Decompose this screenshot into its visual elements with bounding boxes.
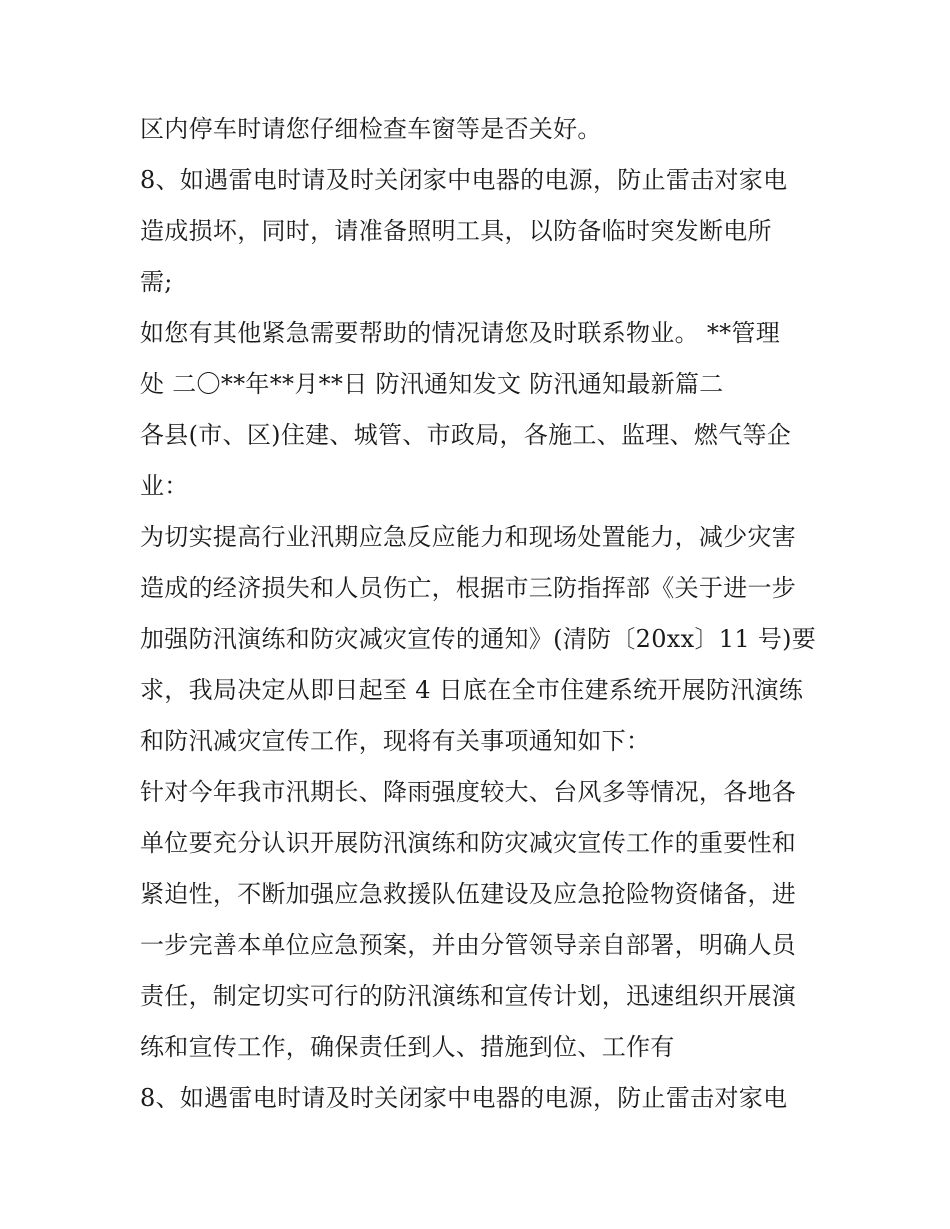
text-line: 各县(市、区)住建、城管、市政局，各施工、监理、燃气等企 <box>140 421 792 449</box>
text-line: 8、如遇雷电时请及时关闭家中电器的电源，防止雷击对家电 <box>140 166 788 194</box>
text-line: 处 二〇**年**月**日 防汛通知发文 防汛通知最新篇二 <box>140 370 724 398</box>
text-line: 业： <box>140 472 189 500</box>
text-line: 造成的经济损失和人员伤亡，根据市三防指挥部《关于进一步 <box>140 574 797 602</box>
text-line: 8、如遇雷电时请及时关闭家中电器的电源，防止雷击对家电 <box>140 1084 788 1112</box>
text-line: 求，我局决定从即日起至 4 日底在全市住建系统开展防汛演练 <box>140 676 804 704</box>
text-line: 区内停车时请您仔细检查车窗等是否关好。 <box>140 115 602 143</box>
text-line: 紧迫性，不断加强应急救援队伍建设及应急抢险物资储备，进 <box>140 880 797 908</box>
text-line: 练和宣传工作，确保责任到人、措施到位、工作有 <box>140 1033 675 1061</box>
document-body <box>140 104 820 1124</box>
text-line: 单位要充分认识开展防汛演练和防灾减灾宣传工作的重要性和 <box>140 829 797 857</box>
text-line: 如您有其他紧急需要帮助的情况请您及时联系物业。 **管理 <box>140 319 781 347</box>
text-line: 责任，制定切实可行的防汛演练和宣传计划，迅速组织开展演 <box>140 982 797 1010</box>
text-line: 需; <box>140 268 173 296</box>
text-line: 一步完善本单位应急预案，并由分管领导亲自部署，明确人员 <box>140 931 797 959</box>
text-line: 和防汛减灾宣传工作，现将有关事项通知如下： <box>140 727 651 755</box>
text-line: 针对今年我市汛期长、降雨强度较大、台风多等情况，各地各 <box>140 778 797 806</box>
text-line: 加强防汛演练和防灾减灾宣传的通知》(清防〔20xx〕11 号)要 <box>140 625 817 653</box>
text-line: 为切实提高行业汛期应急反应能力和现场处置能力，减少灾害 <box>140 523 797 551</box>
text-line: 造成损坏，同时，请准备照明工具，以防备临时突发断电所 <box>140 217 772 245</box>
